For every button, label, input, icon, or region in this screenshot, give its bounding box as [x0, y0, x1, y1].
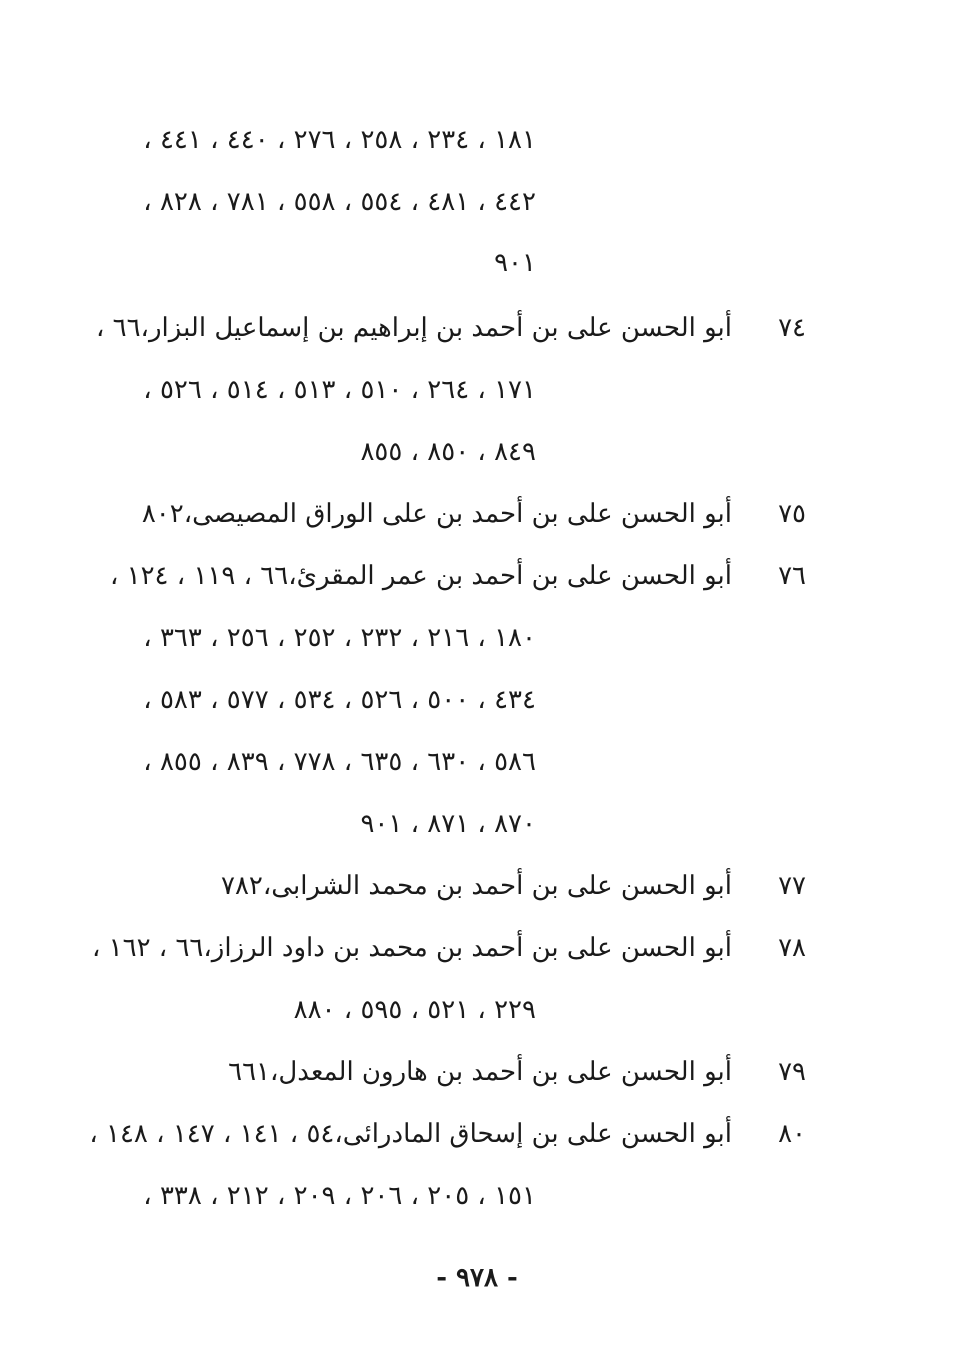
page-number: - ٩٧٨ -: [436, 1263, 518, 1293]
entry-text: أبو الحسن على بن أحمد بن على الوراق المصيصى،٨٠٢: [141, 499, 732, 529]
continuation-line: ٩٠١: [494, 248, 536, 278]
continuation-line: ٤٣٤ ، ٥٠٠ ، ٥٢٦ ، ٥٣٤ ، ٥٧٧ ، ٥٨٣ ،: [143, 685, 536, 715]
entry-number: ٧٩: [778, 1057, 806, 1087]
entry-number: ٧٥: [778, 499, 806, 529]
continuation-line: ٤٤٢ ، ٤٨١ ، ٥٥٤ ، ٥٥٨ ، ٧٨١ ، ٨٢٨ ،: [143, 187, 536, 217]
entry-text: أبو الحسن على بن أحمد بن عمر المقرئ،٦٦ ، ١١٩ ، ١٢٤ ،: [109, 561, 732, 591]
entry-number: ٧٧: [778, 871, 806, 901]
entry-number: ٨٠: [778, 1119, 806, 1149]
continuation-line: ١٥١ ، ٢٠٥ ، ٢٠٦ ، ٢٠٩ ، ٢١٢ ، ٣٣٨ ،: [143, 1181, 536, 1211]
continuation-line: ٨٧٠ ، ٨٧١ ، ٩٠١: [360, 809, 536, 839]
entry-text: أبو الحسن على بن أحمد بن إبراهيم بن إسماعيل البزار،٦٦ ،: [95, 313, 732, 343]
entry-text: أبو الحسن على بن إسحاق المادرائى،٥٤ ، ١٤١ ، ١٤٧ ، ١٤٨ ،: [89, 1119, 732, 1149]
entry-number: ٧٨: [778, 933, 806, 963]
continuation-line: ٢٢٩ ، ٥٢١ ، ٥٩٥ ، ٨٨٠: [293, 995, 536, 1025]
continuation-line: ٥٨٦ ، ٦٣٠ ، ٦٣٥ ، ٧٧٨ ، ٨٣٩ ، ٨٥٥ ،: [143, 747, 536, 777]
continuation-line: ٨٤٩ ، ٨٥٠ ، ٨٥٥: [360, 437, 536, 467]
entry-text: أبو الحسن على بن أحمد بن محمد بن داود الرزاز،٦٦ ، ١٦٢ ،: [91, 933, 732, 963]
entry-text: أبو الحسن على بن أحمد بن هارون المعدل،٦٦١: [228, 1057, 732, 1087]
continuation-line: ١٧١ ، ٢٦٤ ، ٥١٠ ، ٥١٣ ، ٥١٤ ، ٥٢٦ ،: [143, 375, 536, 405]
entry-number: ٧٦: [778, 561, 806, 591]
continuation-line: ١٨٠ ، ٢١٦ ، ٢٣٢ ، ٢٥٢ ، ٢٥٦ ، ٣٦٣ ،: [143, 623, 536, 653]
continuation-line: ١٨١ ، ٢٣٤ ، ٢٥٨ ، ٢٧٦ ، ٤٤٠ ، ٤٤١ ،: [143, 125, 536, 155]
entry-text: أبو الحسن على بن أحمد بن محمد الشرابى،٧٨٢: [221, 871, 732, 901]
entry-number: ٧٤: [778, 313, 806, 343]
